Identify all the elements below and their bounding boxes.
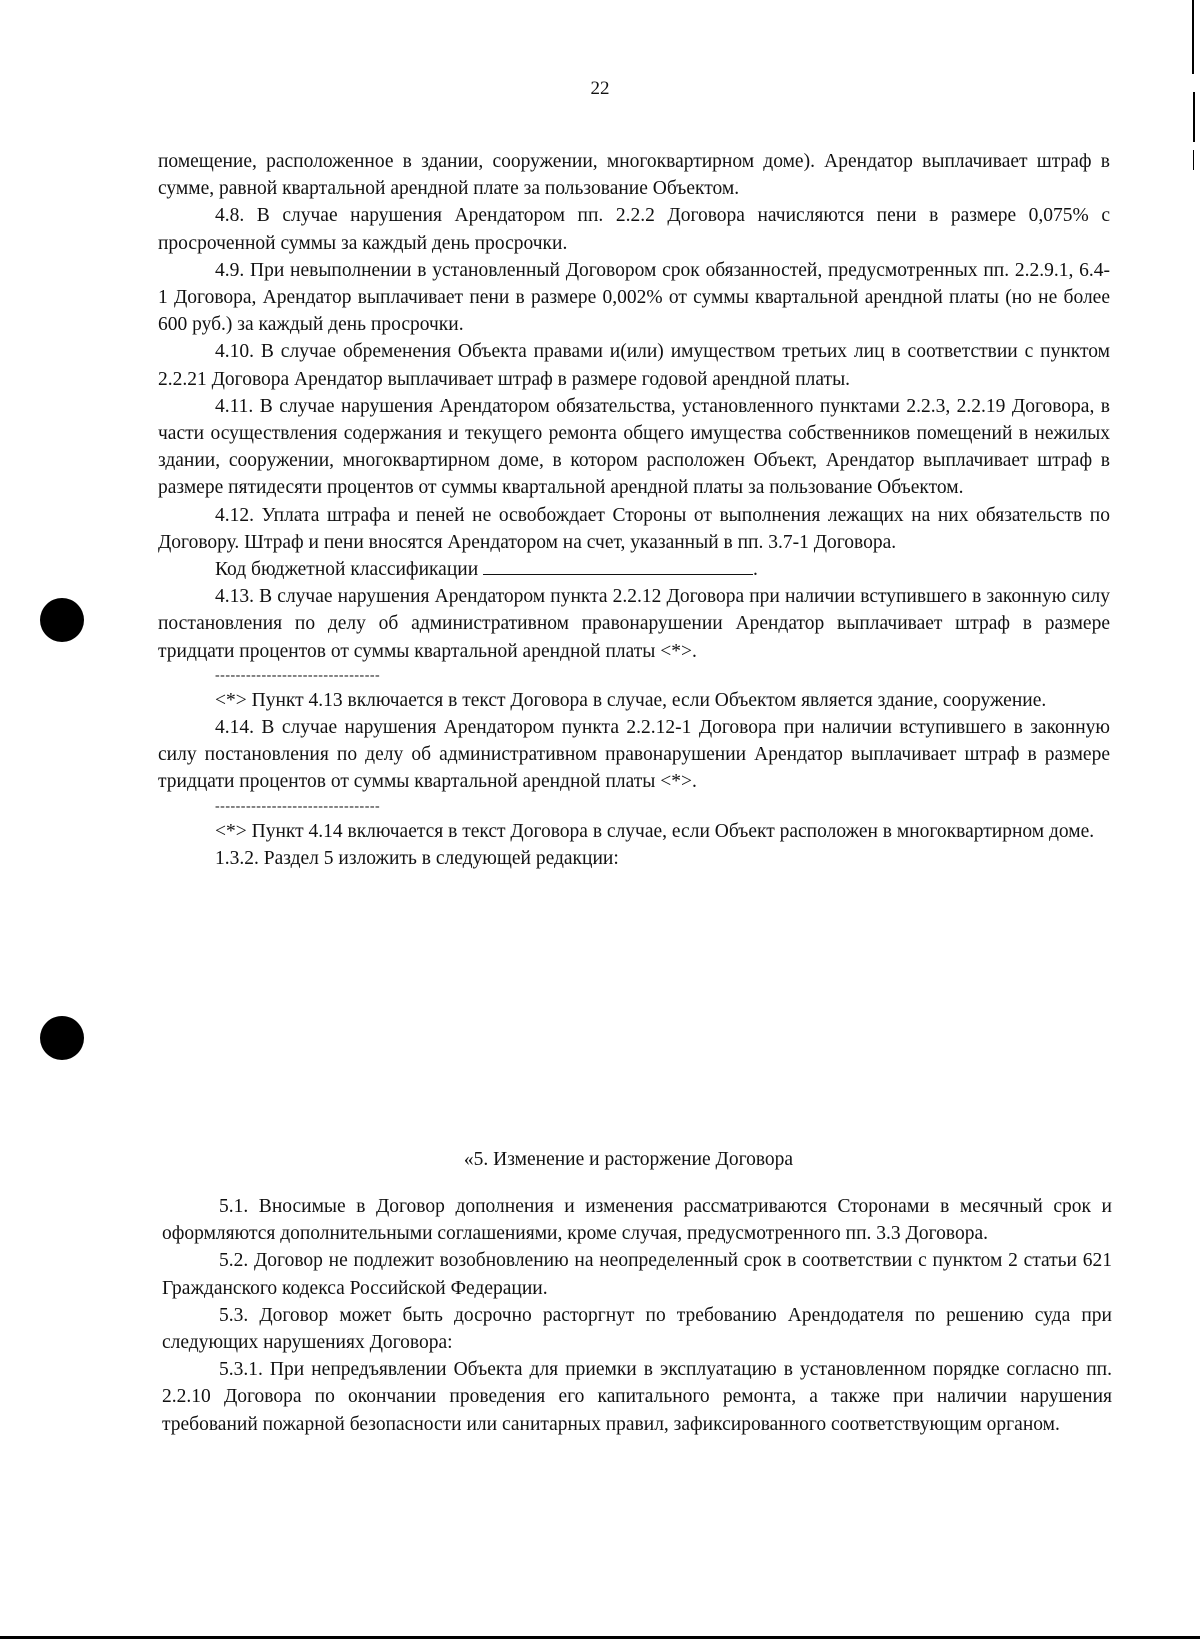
document-body <box>158 148 1110 872</box>
paragraph-1-3-2: 1.3.2. Раздел 5 изложить в следующей редакции: <box>215 847 619 869</box>
paragraph-5-3: 5.3. Договор может быть досрочно расторгнут по требованию Арендодателя по решению суда при следующих нарушениях Договора: <box>162 1304 1112 1354</box>
paragraph-5-2: 5.2. Договор не подлежит возобновлению на неопределенный срок в соответствии с пунктом 2 статьи 621 Гражданского кодекса Российской Федерации. <box>162 1250 1112 1299</box>
section-5-body <box>162 1193 1112 1438</box>
paragraph-4-8: 4.8. В случае нарушения Арендатором пп. 2.2.2 Договора начисляются пени в размере 0,075% с просроченной суммы за каждый день просрочки. <box>158 205 1110 254</box>
footnote-separator: -------------------------------- <box>215 667 381 683</box>
page-number: 22 <box>590 78 610 99</box>
kbk-end: . <box>753 559 758 581</box>
scan-edge-line <box>1193 150 1194 170</box>
paragraph-4-13: 4.13. В случае нарушения Арендатором пункта 2.2.12 Договора при наличии вступившего в законную силу постановления по делу об административном правонарушении Арендатор выплачивает штраф в размере тридцати процентов от суммы квартальной арендной платы <*>. <box>158 586 1110 662</box>
paragraph-4-11: 4.11. В случае нарушения Арендатором обязательства, установленного пунктами 2.2.3, 2.2.19 Договора, в части осуществления содержания и текущего ремонта общего имущества собственников помещений в нежилых здании, сооружении, многоквартирном доме, в котором расположен Объект, Арендатор выплачивает штраф в размере пятидесяти процентов от суммы квартальной арендной платы за пользование Объектом. <box>158 395 1110 499</box>
paragraph-5-1: 5.1. Вносимые в Договор дополнения и изменения рассматриваются Сторонами в месячный срок и оформляются дополнительными соглашениями, кроме случая, предусмотренного пп. 3.3 Договора. <box>162 1196 1112 1245</box>
paragraph: помещение, расположенное в здании, сооружении, многоквартирном доме). Арендатор выплачивает штраф в сумме, равной квартальной арендной плате за пользование Объектом. <box>158 151 1110 200</box>
paragraph-4-10: 4.10. В случае обременения Объекта правами и(или) имуществом третьих лиц в соответствии с пунктом 2.2.21 Договора Арендатор выплачивает штраф в размере годовой арендной платы. <box>158 341 1110 390</box>
punch-hole <box>40 1016 84 1060</box>
paragraph-4-12: 4.12. Уплата штрафа и пеней не освобождает Стороны от выполнения лежащих на них обязательств по Договору. Штраф и пени вносятся Арендатором на счет, указанный в пп. 3.7-1 Договора. <box>158 504 1110 553</box>
paragraph-4-14: 4.14. В случае нарушения Арендатором пункта 2.2.12-1 Договора при наличии вступившего в законную силу постановления по делу об административном правонарушении Арендатор выплачивает штраф в размере тридцати процентов от суммы квартальной арендной платы <*>. <box>158 717 1110 793</box>
footnote-4-13: <*> Пункт 4.13 включается в текст Договора в случае, если Объектом является здание, сооружение. <box>215 689 1047 711</box>
paragraph-4-9: 4.9. При невыполнении в установленный Договором срок обязанностей, предусмотренных пп. 2.2.9.1, 6.4-1 Договора, Арендатор выплачивает пени в размере 0,002% от суммы квартальной арендной платы (но не более 600 руб.) за каждый день просрочки. <box>158 259 1110 336</box>
kbk-blank-field <box>483 556 753 575</box>
paragraph-5-3-1: 5.3.1. При непредъявлении Объекта для приемки в эксплуатацию в установленном порядке согласно пп. 2.2.10 Договора по окончании проведения его капитального ремонта, а также при наличии нарушения требований пожарной безопасности или санитарных правил, зафиксированного соответствующим органом. <box>162 1359 1112 1435</box>
section-title: «5. Изменение и расторжение Договора <box>463 1149 794 1170</box>
footnote-4-14: <*> Пункт 4.14 включается в текст Договора в случае, если Объект расположен в многоквартирном доме. <box>215 820 1095 842</box>
footnote-separator: -------------------------------- <box>215 798 381 814</box>
kbk-label: Код бюджетной классификации <box>215 559 479 581</box>
punch-hole <box>40 598 84 642</box>
kbk-line <box>158 556 1110 583</box>
scan-edge-line <box>1192 0 1194 74</box>
